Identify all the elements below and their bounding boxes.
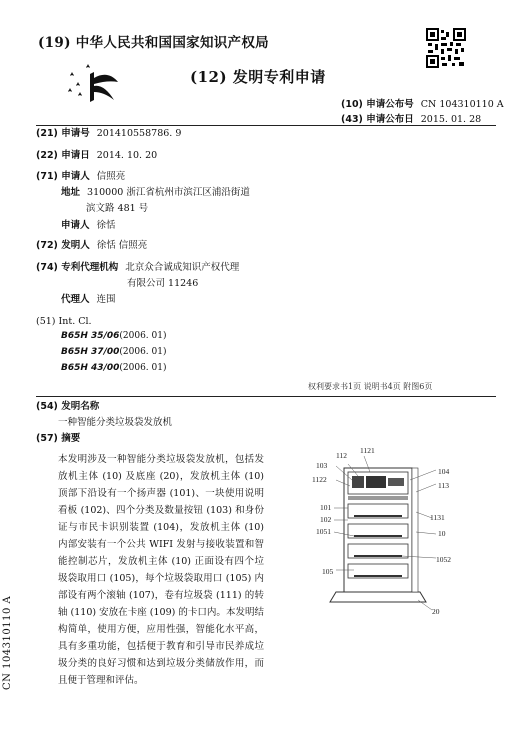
fig-label-1122: 1122 [312, 475, 327, 484]
ipc-code: B65H 43/00 [61, 363, 120, 373]
publication-date-row [341, 111, 481, 125]
publication-number: CN 104310110 A [420, 99, 504, 110]
application-number-label: (21) 申请号 [36, 128, 90, 139]
inventors: 徐恬 信照亮 [96, 240, 148, 251]
agent-label: 代理人 [61, 294, 90, 305]
publication-number-label: (10) 申请公布号 [341, 99, 414, 110]
ipc-entry [61, 331, 167, 341]
publication-number-row [341, 96, 504, 110]
fig-label-113: 113 [438, 481, 449, 490]
fig-label-105: 105 [322, 567, 334, 576]
applicant2: 徐恬 [96, 220, 116, 231]
fig-label-1052: 1052 [436, 555, 451, 564]
address-row [61, 186, 250, 200]
address-line-1: 310000 浙江省杭州市滨江区浦沿街道 [87, 187, 250, 198]
applicant2-row [61, 219, 116, 233]
fig-label-101: 101 [320, 503, 332, 512]
address-label: 地址 [61, 187, 81, 198]
inventor-label: (72) 发明人 [36, 240, 90, 251]
agency-line-1: 北京众合诚成知识产权代理 [125, 262, 240, 273]
application-number: 201410558786. 9 [96, 128, 182, 139]
applicant-label: (71) 申请人 [36, 171, 90, 182]
fig-label-103: 103 [316, 461, 328, 470]
publication-date: 2015. 01. 28 [420, 114, 482, 125]
agency-label: (74) 专利代理机构 [36, 262, 119, 273]
document-type: (12) 发明专利申请 [190, 68, 326, 86]
address-line-2: 滨文路 481 号 [86, 203, 149, 214]
qr-code-icon [426, 28, 466, 68]
fig-label-1051: 1051 [316, 527, 331, 536]
fig-label-1131: 1131 [430, 513, 445, 522]
ipc-version: (2006. 01) [119, 363, 167, 373]
abstract-label: (57) 摘要 [36, 433, 81, 444]
application-date-label: (22) 申请日 [36, 150, 90, 161]
fig-label-10: 10 [438, 529, 446, 538]
ipc-code: B65H 35/06 [61, 331, 120, 341]
header-divider [36, 125, 496, 126]
application-date-row [36, 149, 157, 163]
application-number-row [36, 127, 181, 141]
application-date: 2014. 10. 20 [96, 150, 158, 161]
agency-row [36, 261, 239, 275]
agent-row [61, 293, 116, 307]
ipc-entry [61, 363, 167, 373]
ipc-version: (2006. 01) [119, 347, 167, 357]
agent: 连围 [96, 294, 116, 305]
sipo-logo-icon [64, 62, 124, 106]
applicant2-label: 申请人 [61, 220, 90, 231]
fig-label-20: 20 [432, 607, 440, 616]
title-label: (54) 发明名称 [36, 401, 100, 412]
fig-label-104: 104 [438, 467, 450, 476]
issuing-office: (19) 中华人民共和国国家知识产权局 [38, 35, 269, 51]
abstract-figure [306, 440, 486, 640]
applicant-row [36, 170, 125, 184]
page-count-info: 权利要求书1页 说明书4页 附图6页 [308, 382, 433, 391]
side-publication-number: CN 104310110 A [2, 595, 13, 690]
publication-date-label: (43) 申请公布日 [341, 114, 414, 125]
agency-line-2: 有限公司 11246 [127, 278, 199, 289]
ipc-entry [61, 347, 167, 357]
fig-label-112: 112 [336, 451, 347, 460]
ipc-version: (2006. 01) [119, 331, 167, 341]
invention-title: 一种智能分类垃圾袋发放机 [58, 417, 173, 428]
abstract-text: 本发明涉及一种智能分类垃圾袋发放机，包括发放机主体 (10) 及底座 (20)，发放机主体 (10) 顶部下沿设有一个扬声器 (101)、一块使用说明看板 (102)、四个分类及数量按钮 (103) 和身份证与市民卡识别装置 (104)，发放机主体 (10) 内部安装有一个公共 WIFI 发射与接收装置和智能控制芯片，发放机主体 (10) 正面设有四个垃圾袋取用口 (105)，每个垃圾袋取用口 (105) 内部设有两个滚轴 (107)，卷有垃圾袋 (111) 的转轴 (110) 安放在卡座 (109) 的卡口内。本发明结构简单，使用方便，应用性强，智能化水平高，具有多重功能，包括便于教育和引导市民养成垃圾分类的良好习惯和达到垃圾分类储放作用，而且便于管理和评估。 [58, 454, 264, 686]
fig-label-1121: 1121 [360, 446, 375, 455]
intcl-label: (51) Int. Cl. [36, 316, 92, 327]
fig-label-102: 102 [320, 515, 332, 524]
applicant: 信照亮 [96, 171, 126, 182]
ipc-code: B65H 37/00 [61, 347, 120, 357]
inventor-row [36, 239, 147, 253]
section-divider [36, 396, 496, 397]
